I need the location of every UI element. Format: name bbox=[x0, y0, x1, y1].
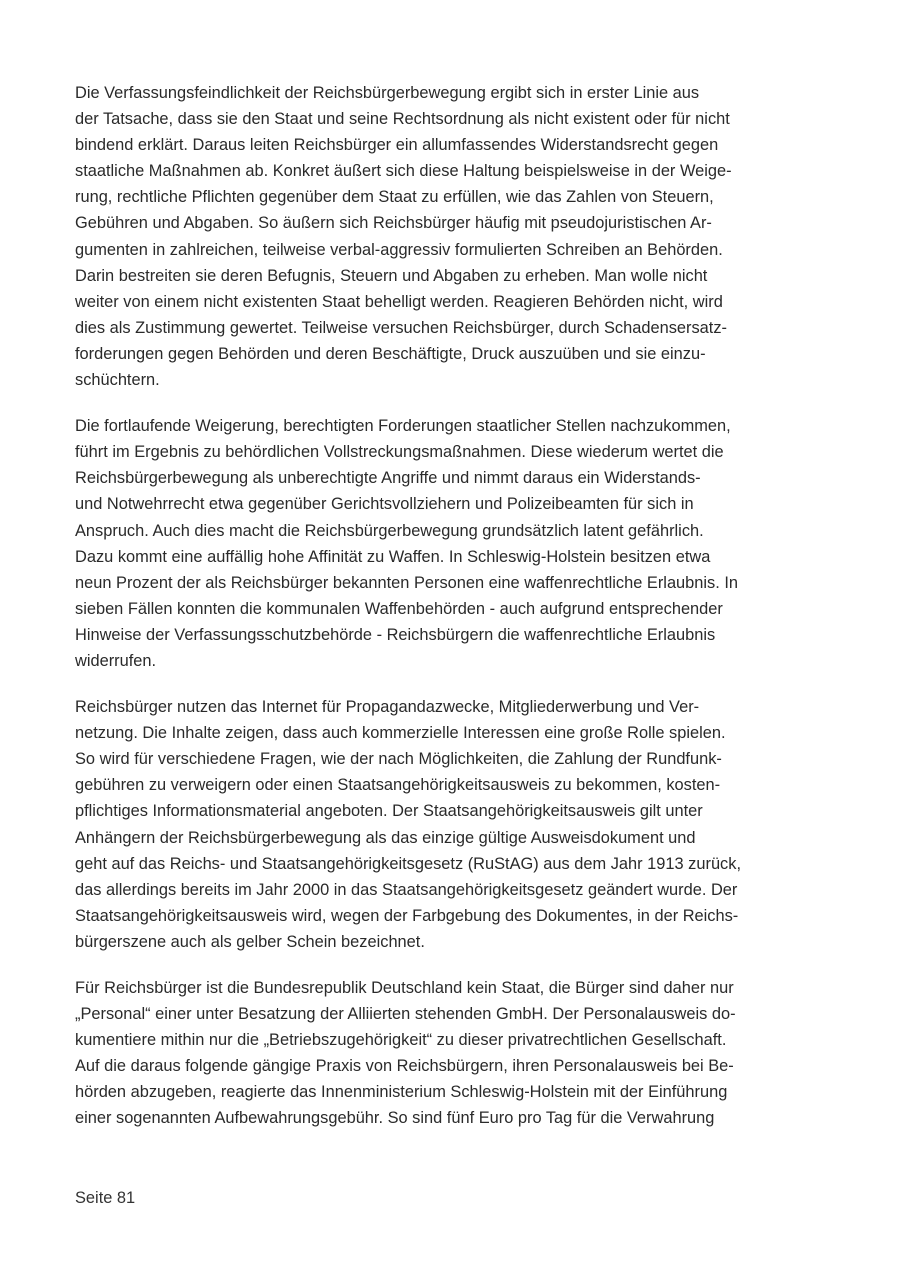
text-line: pflichtiges Informationsmaterial angeboten. Der Staatsangehörigkeitsausweis gilt unter bbox=[75, 802, 703, 821]
text-line: hörden abzugeben, reagierte das Innenministerium Schleswig-Holstein mit der Einführung bbox=[75, 1083, 728, 1102]
text-line: widerrufen. bbox=[75, 651, 157, 670]
text-line: Für Reichsbürger ist die Bundesrepublik Deutschland kein Staat, die Bürger sind daher nur bbox=[75, 979, 734, 997]
text-line: rung, rechtliche Pflichten gegenüber dem Staat zu erfüllen, wie das Zahlen von Steuern, bbox=[75, 188, 714, 207]
text-line: gebühren zu verweigern oder einen Staatsangehörigkeitsausweis zu bekommen, kosten- bbox=[75, 776, 721, 795]
text-line: netzung. Die Inhalte zeigen, dass auch kommerzielle Interessen eine große Rolle spielen. bbox=[75, 724, 726, 743]
text-line: geht auf das Reichs- und Staatsangehörigkeitsgesetz (RuStAG) aus dem Jahr 1913 zurück, bbox=[75, 854, 742, 873]
text-line: schüchtern. bbox=[75, 371, 160, 390]
text-line: das allerdings bereits im Jahr 2000 in das Staatsangehörigkeitsgesetz geändert wurde. Der bbox=[75, 880, 738, 899]
document-body bbox=[75, 80, 835, 1152]
text-line: Dazu kommt eine auffällig hohe Affinität zu Waffen. In Schleswig-Holstein besitzen etwa bbox=[75, 547, 711, 566]
text-line: neun Prozent der als Reichsbürger bekannten Personen eine waffenrechtliche Erlaubnis. In bbox=[75, 573, 739, 592]
text-line: der Tatsache, dass sie den Staat und seine Rechtsordnung als nicht existent oder für nicht bbox=[75, 110, 730, 129]
text-line: Anspruch. Auch dies macht die Reichsbürgerbewegung grundsätzlich latent gefährlich. bbox=[75, 521, 704, 540]
paragraph-1 bbox=[75, 80, 835, 393]
text-line: Gebühren und Abgaben. So äußern sich Reichsbürger häufig mit pseudojuristischen Ar- bbox=[75, 214, 712, 233]
text-line: und Notwehrrecht etwa gegenüber Gerichtsvollziehern und Polizeibeamten für sich in bbox=[75, 495, 694, 514]
text-line: dies als Zustimmung gewertet. Teilweise versuchen Reichsbürger, durch Schadensersatz- bbox=[75, 318, 727, 337]
text-line: bürgerszene auch als gelber Schein bezeichnet. bbox=[75, 932, 425, 951]
text-line: Anhängern der Reichsbürgerbewegung als das einzige gültige Ausweisdokument und bbox=[75, 828, 696, 847]
text-line: staatliche Maßnahmen ab. Konkret äußert sich diese Haltung beispielsweise in der Weige- bbox=[75, 162, 732, 181]
text-line: Die Verfassungsfeindlichkeit der Reichsbürgerbewegung ergibt sich in erster Linie aus bbox=[75, 84, 700, 102]
text-line: Darin bestreiten sie deren Befugnis, Steuern und Abgaben zu erheben. Man wolle nicht bbox=[75, 266, 708, 285]
text-line: weiter von einem nicht existenten Staat behelligt werden. Reagieren Behörden nicht, wird bbox=[75, 292, 723, 311]
text-line: gumenten in zahlreichen, teilweise verbal-aggressiv formulierten Schreiben an Behörden. bbox=[75, 240, 723, 259]
text-line: forderungen gegen Behörden und deren Beschäftigte, Druck auszuüben und sie einzu- bbox=[75, 344, 706, 363]
text-line: sieben Fällen konnten die kommunalen Waffenbehörden - auch aufgrund entsprechender bbox=[75, 599, 723, 618]
text-line: einer sogenannten Aufbewahrungsgebühr. So sind fünf Euro pro Tag für die Verwahrung bbox=[75, 1109, 715, 1128]
text-line: So wird für verschiedene Fragen, wie der nach Möglichkeiten, die Zahlung der Rundfunk- bbox=[75, 750, 722, 769]
text-line: Reichsbürgerbewegung als unberechtigte Angriffe und nimmt daraus ein Widerstands- bbox=[75, 469, 701, 488]
paragraph-2 bbox=[75, 413, 835, 674]
paragraph-4 bbox=[75, 975, 835, 1132]
text-line: bindend erklärt. Daraus leiten Reichsbürger ein allumfassendes Widerstandsrecht gegen bbox=[75, 136, 719, 155]
text-line: Die fortlaufende Weigerung, berechtigten Forderungen staatlicher Stellen nachzukommen, bbox=[75, 417, 731, 436]
text-line: Auf die daraus folgende gängige Praxis von Reichsbürgern, ihren Personalausweis bei Be- bbox=[75, 1057, 734, 1076]
text-line: Hinweise der Verfassungsschutzbehörde - Reichsbürgern die waffenrechtliche Erlaubnis bbox=[75, 625, 716, 644]
text-line: kumentiere mithin nur die „Betriebszugehörigkeit“ zu dieser privatrechtlichen Gesellschaft. bbox=[75, 1031, 727, 1050]
page-number: Seite 81 bbox=[75, 1189, 136, 1207]
text-line: Staatsangehörigkeitsausweis wird, wegen der Farbgebung des Dokumentes, in der Reichs- bbox=[75, 906, 739, 925]
text-line: „Personal“ einer unter Besatzung der Alliierten stehenden GmbH. Der Personalausweis do- bbox=[75, 1005, 736, 1024]
text-line: führt im Ergebnis zu behördlichen Vollstreckungsmaßnahmen. Diese wiederum wertet die bbox=[75, 443, 724, 462]
text-line: Reichsbürger nutzen das Internet für Propagandazwecke, Mitgliederwerbung und Ver- bbox=[75, 698, 700, 717]
paragraph-3 bbox=[75, 694, 835, 955]
